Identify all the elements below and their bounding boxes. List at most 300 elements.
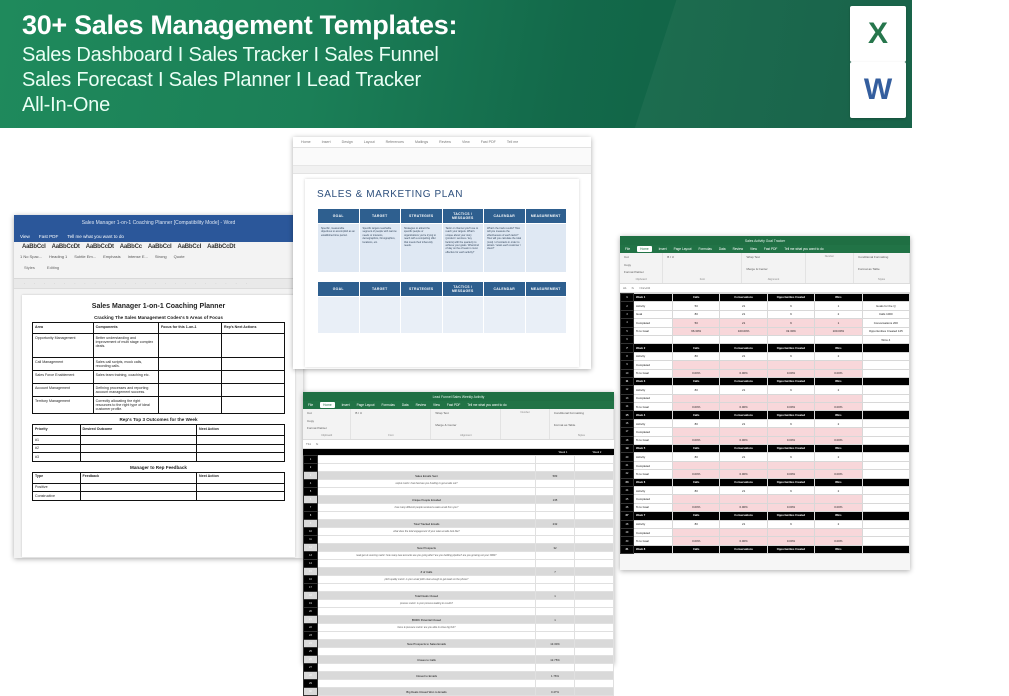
excel1-tab-pagelayout[interactable]: Page Layout (356, 403, 375, 407)
data-cell[interactable] (767, 528, 814, 536)
plan-tab-fastpdf[interactable]: Fast PDF (480, 140, 496, 144)
cell-focus[interactable] (158, 358, 221, 371)
word-tab-fastpdf[interactable]: Fast PDF (38, 234, 59, 239)
data-cell[interactable]: 21 (720, 453, 767, 461)
data-cell[interactable] (673, 495, 720, 503)
data-cell[interactable]: 0.00% (815, 436, 862, 444)
row-number[interactable]: 14 (304, 560, 318, 568)
ribbon-group-clipboard[interactable] (303, 409, 351, 439)
week2-value[interactable] (575, 536, 614, 544)
week1-value[interactable] (536, 536, 575, 544)
week2-value[interactable] (575, 624, 614, 632)
row-number[interactable]: 14 (621, 403, 634, 411)
data-cell[interactable] (815, 335, 862, 343)
table-row[interactable] (304, 592, 614, 600)
word-tab-view[interactable]: View (20, 234, 30, 239)
row-number[interactable]: 11 (621, 377, 634, 385)
row-number[interactable]: 12 (621, 386, 634, 394)
cell-outcome[interactable] (80, 444, 197, 452)
table-row[interactable] (304, 464, 614, 472)
week1-value[interactable] (536, 464, 575, 472)
data-cell[interactable]: 0.00% (767, 436, 814, 444)
excel2-ribbon-tabs[interactable] (620, 245, 910, 253)
table-row[interactable] (621, 520, 910, 528)
plan-tab-design[interactable]: Design (341, 140, 353, 144)
row-number[interactable]: 13 (621, 394, 634, 402)
cell-focus[interactable] (158, 371, 221, 384)
data-cell[interactable]: 0.00% (673, 537, 720, 545)
row-number[interactable]: 4 (621, 319, 634, 327)
cell-outcome[interactable] (80, 436, 197, 444)
data-cell[interactable] (720, 495, 767, 503)
cut-button[interactable]: Cut (307, 411, 312, 415)
excel1-ribbon[interactable] (303, 409, 614, 440)
row-number[interactable]: 22 (621, 470, 634, 478)
plan2-cell-measurement[interactable] (525, 297, 567, 334)
data-cell[interactable]: 0.00% (767, 537, 814, 545)
week2-value[interactable] (575, 640, 614, 648)
data-cell[interactable]: 1 (815, 319, 862, 327)
excel1-ribbon-tabs[interactable] (303, 401, 614, 409)
word-style-gallery[interactable] (14, 242, 303, 250)
data-cell[interactable]: 0.00% (673, 503, 720, 511)
table-row[interactable] (304, 456, 614, 464)
data-cell[interactable]: 0.00% (720, 403, 767, 411)
week1-value[interactable] (536, 680, 575, 688)
week1-value[interactable] (536, 528, 575, 536)
excel2-tab-data[interactable]: Data (718, 247, 726, 251)
ribbon-group-clipboard[interactable] (620, 253, 663, 283)
cell-focus[interactable] (158, 397, 221, 414)
data-cell[interactable]: 0.00% (815, 470, 862, 478)
cell-next-action[interactable] (197, 483, 285, 491)
table-row[interactable] (304, 640, 614, 648)
excel1-tellme-field[interactable]: Tell me what you want to do (467, 403, 507, 407)
data-cell[interactable]: 0.00% (673, 403, 720, 411)
copy-button[interactable]: Copy (307, 418, 315, 423)
table-row[interactable] (621, 495, 910, 503)
excel2-formula-bar[interactable] (620, 284, 910, 293)
table-row[interactable] (621, 528, 910, 536)
data-cell[interactable]: 83 (673, 352, 720, 360)
table-row[interactable] (621, 361, 910, 369)
data-cell[interactable]: 0.00% (767, 369, 814, 377)
excel2-grid[interactable] (620, 293, 910, 554)
data-cell[interactable]: 2 (815, 520, 862, 528)
week1-value[interactable]: 0.47% (536, 688, 575, 696)
plan-cell-goal[interactable]: Specific, measurable objectives to accomplish as an established time period. (318, 224, 360, 273)
style-sample-6[interactable]: AaBbCcDt (207, 244, 236, 250)
week2-value[interactable] (575, 464, 614, 472)
week1-value[interactable] (536, 600, 575, 608)
data-cell[interactable] (720, 428, 767, 436)
excel2-tab-view[interactable]: View (750, 247, 757, 251)
plan2-cell-target[interactable] (359, 297, 401, 334)
style-sample-3[interactable]: AaBbCc (119, 244, 142, 250)
data-cell[interactable]: 9 (767, 386, 814, 394)
cell-next-action[interactable] (197, 453, 285, 461)
data-cell[interactable] (767, 428, 814, 436)
excel-weekly-activity-card[interactable] (303, 392, 614, 694)
table-row[interactable] (621, 419, 910, 427)
row-number[interactable]: 18 (304, 592, 318, 600)
cell-focus[interactable] (158, 384, 221, 397)
data-cell[interactable] (815, 495, 862, 503)
row-number[interactable]: 15 (621, 411, 634, 419)
name-box[interactable]: A1 (623, 286, 627, 290)
week1-value[interactable]: 583 (536, 472, 575, 480)
table-row[interactable] (621, 319, 910, 327)
week2-value[interactable] (575, 560, 614, 568)
data-cell[interactable] (673, 335, 720, 343)
plan-tab-mailings[interactable]: Mailings (414, 140, 429, 144)
excel1-sheet[interactable] (303, 455, 614, 696)
excel1-tab-formulas[interactable]: Formulas (381, 403, 395, 407)
data-cell[interactable]: 66.30% (673, 327, 720, 335)
plan-cell-target[interactable]: Specific targets reachable segment of people with narrow needs or interests, demographics, firmographics, locations, etc. (359, 224, 401, 273)
row-number[interactable]: 11 (304, 536, 318, 544)
table-row[interactable] (304, 472, 614, 480)
data-cell[interactable] (815, 528, 862, 536)
wrap-text-button[interactable]: Wrap Text (746, 255, 760, 259)
excel1-tab-insert[interactable]: Insert (341, 403, 350, 407)
table-row[interactable] (621, 470, 910, 478)
row-number[interactable]: 27 (304, 664, 318, 672)
table-row[interactable] (621, 386, 910, 394)
week1-value[interactable]: 232 (536, 520, 575, 528)
word-ribbon[interactable] (14, 242, 303, 279)
row-number[interactable]: 19 (621, 445, 634, 453)
data-cell[interactable] (815, 394, 862, 402)
data-cell[interactable]: 83 (673, 520, 720, 528)
excel2-tab-fastpdf[interactable]: Fast PDF (763, 247, 778, 251)
plan-tab-view[interactable]: View (461, 140, 470, 144)
cell-next[interactable] (221, 371, 284, 384)
table-row[interactable] (304, 568, 614, 576)
row-number[interactable]: 24 (304, 640, 318, 648)
data-cell[interactable] (673, 361, 720, 369)
conditional-formatting-button[interactable]: Conditional Formatting (858, 255, 889, 259)
excel1-grid[interactable] (303, 449, 614, 696)
row-number[interactable]: 15 (304, 568, 318, 576)
data-cell[interactable]: 0.00% (815, 369, 862, 377)
table-row[interactable] (621, 428, 910, 436)
row-number[interactable]: 3 (304, 472, 318, 480)
week2-value[interactable] (575, 608, 614, 616)
font-controls[interactable]: B I U (355, 411, 363, 415)
row-number[interactable]: 21 (304, 616, 318, 624)
week1-value[interactable] (536, 480, 575, 488)
row-number[interactable]: 2 (304, 464, 318, 472)
week2-value[interactable] (575, 688, 614, 696)
table-row[interactable] (621, 394, 910, 402)
row-number[interactable]: 28 (621, 520, 634, 528)
data-cell[interactable]: 21 (720, 486, 767, 494)
word-ribbon-tabs[interactable] (14, 231, 303, 242)
ribbon-group-alignment[interactable] (431, 409, 501, 439)
row-number[interactable]: 27 (621, 512, 634, 520)
style-sample-0[interactable]: AaBbCcI (22, 244, 46, 250)
word-document-card[interactable] (14, 215, 303, 558)
row-number[interactable]: 19 (304, 600, 318, 608)
data-cell[interactable]: 0.00% (720, 436, 767, 444)
row-number[interactable]: 7 (621, 344, 634, 352)
data-cell[interactable]: 21 (720, 319, 767, 327)
excel-goal-tracker-card[interactable] (620, 236, 910, 570)
format-as-table-button[interactable]: Format as Table (858, 266, 880, 271)
data-cell[interactable]: 21 (720, 386, 767, 394)
row-number[interactable]: 26 (621, 503, 634, 511)
row-number[interactable]: 4 (304, 480, 318, 488)
excel2-tab-insert[interactable]: Insert (658, 247, 667, 251)
excel2-ribbon[interactable] (620, 253, 910, 284)
style-sample-5[interactable]: AaBbCcI (177, 244, 202, 250)
data-cell[interactable] (767, 361, 814, 369)
row-number[interactable]: 7 (304, 504, 318, 512)
data-cell[interactable]: 83 (673, 486, 720, 494)
data-cell[interactable]: 19.30% (767, 327, 814, 335)
table-row[interactable] (304, 664, 614, 672)
week2-value[interactable] (575, 648, 614, 656)
data-cell[interactable]: 9 (767, 310, 814, 318)
excel1-formula-bar[interactable] (303, 440, 614, 449)
table-row[interactable] (621, 302, 910, 310)
row-number[interactable]: 9 (621, 361, 634, 369)
row-number[interactable]: 1 (304, 456, 318, 464)
data-cell[interactable]: 53 (673, 302, 720, 310)
row-number[interactable]: 16 (304, 576, 318, 584)
row-number[interactable]: 20 (621, 453, 634, 461)
data-cell[interactable] (767, 335, 814, 343)
format-as-table-button[interactable]: Format as Table (553, 422, 576, 427)
table-row[interactable] (621, 327, 910, 335)
plan-ribbon-tabs[interactable] (293, 137, 591, 148)
excel2-tellme-field[interactable]: Tell me what you want to do (784, 247, 824, 251)
row-number[interactable]: 26 (304, 656, 318, 664)
excel2-tab-review[interactable]: Review (732, 247, 744, 251)
data-cell[interactable] (767, 394, 814, 402)
plan-tab-home[interactable]: Home (301, 140, 311, 144)
row-number[interactable]: 6 (621, 335, 634, 343)
data-cell[interactable]: 0.00% (815, 537, 862, 545)
row-number[interactable]: 9 (304, 520, 318, 528)
word-tellme-field[interactable]: Tell me what you want to do (67, 234, 124, 239)
week2-value[interactable] (575, 600, 614, 608)
week1-value[interactable] (536, 632, 575, 640)
data-cell[interactable] (767, 495, 814, 503)
plan-cell-calendar[interactable]: What's the track results? How will you measure the effectiveness of each tactic? How will you calculate the total (cost) / of contacts in order to attract / retain each customer / client? (484, 224, 526, 273)
excel1-tab-data[interactable]: Data (401, 403, 409, 407)
formula-value[interactable]: =C2+D2 (639, 286, 651, 290)
table-row[interactable] (304, 552, 614, 560)
table-row[interactable] (304, 488, 614, 496)
data-cell[interactable] (720, 335, 767, 343)
row-number[interactable]: 2 (621, 302, 634, 310)
data-cell[interactable]: 2 (815, 352, 862, 360)
data-cell[interactable]: 100.00% (720, 327, 767, 335)
table-row[interactable] (621, 486, 910, 494)
data-cell[interactable]: 100.00% (815, 327, 862, 335)
plan-cell-strategies[interactable]: Strategies to attract the specific people or organizations you're trying to reach with a compelling offer that meets their inherently needs. (401, 224, 443, 273)
data-cell[interactable]: 0.00% (815, 403, 862, 411)
plan2-cell-goal[interactable] (318, 297, 360, 334)
data-cell[interactable] (720, 394, 767, 402)
plan-tab-references[interactable]: References (385, 140, 404, 144)
data-cell[interactable] (767, 461, 814, 469)
ribbon-group-styles[interactable] (550, 409, 614, 439)
data-cell[interactable]: 9 (767, 453, 814, 461)
cell-next-action[interactable] (197, 492, 285, 500)
week1-value[interactable]: 32 (536, 544, 575, 552)
week1-value[interactable] (536, 560, 575, 568)
table-row[interactable] (621, 403, 910, 411)
data-cell[interactable]: 83 (673, 419, 720, 427)
excel2-tab-pagelayout[interactable]: Page Layout (673, 247, 692, 251)
data-cell[interactable]: 83 (673, 310, 720, 318)
week1-value[interactable] (536, 576, 575, 584)
ribbon-group-font[interactable] (663, 253, 742, 283)
week1-value[interactable] (536, 504, 575, 512)
plan-cell-measurement[interactable] (525, 224, 567, 273)
cell-feedback[interactable] (80, 492, 197, 500)
table-row[interactable] (304, 688, 614, 696)
row-number[interactable]: 17 (621, 428, 634, 436)
week1-value[interactable] (536, 584, 575, 592)
format-painter-button[interactable]: Format Painter (624, 270, 644, 275)
row-number[interactable]: 20 (304, 608, 318, 616)
week2-value[interactable] (575, 552, 614, 560)
cell-next[interactable] (221, 334, 284, 358)
week2-value[interactable] (575, 496, 614, 504)
week2-value[interactable] (575, 488, 614, 496)
row-number[interactable]: 21 (621, 461, 634, 469)
week2-value[interactable] (575, 632, 614, 640)
data-cell[interactable]: 2 (815, 419, 862, 427)
week2-value[interactable] (575, 584, 614, 592)
data-cell[interactable]: 0.00% (767, 470, 814, 478)
table-row[interactable] (304, 512, 614, 520)
data-cell[interactable]: 1 (815, 302, 862, 310)
row-number[interactable]: 10 (304, 528, 318, 536)
week2-value[interactable] (575, 656, 614, 664)
table-row[interactable] (621, 436, 910, 444)
week2-value[interactable] (575, 672, 614, 680)
table-row[interactable] (304, 624, 614, 632)
sales-marketing-plan-card[interactable] (293, 137, 591, 369)
table-row[interactable] (304, 536, 614, 544)
cell-feedback[interactable] (80, 483, 197, 491)
plan-cell-tactics[interactable]: Tactic or channel you'll use to reach your targets. What's unique about your story (product / services / key factors) with the quarterly to achieve your goals. What kind of day on the of team is most effective for each activity? (442, 224, 484, 273)
week2-value[interactable] (575, 680, 614, 688)
week1-value[interactable] (536, 512, 575, 520)
table-row[interactable] (304, 672, 614, 680)
cell-next-action[interactable] (197, 444, 285, 452)
row-number[interactable]: 25 (304, 648, 318, 656)
cell-focus[interactable] (158, 334, 221, 358)
data-cell[interactable]: 0.00% (673, 470, 720, 478)
week2-value[interactable] (575, 568, 614, 576)
data-cell[interactable]: 0.00% (673, 436, 720, 444)
merge-center-button[interactable]: Merge & Center (746, 266, 768, 271)
row-number[interactable]: 30 (304, 688, 318, 696)
merge-center-button[interactable]: Merge & Center (435, 422, 457, 427)
row-number[interactable]: 31 (621, 545, 634, 553)
name-box[interactable]: T11 (306, 442, 311, 446)
week1-value[interactable] (536, 608, 575, 616)
data-cell[interactable]: 0.00% (720, 537, 767, 545)
week2-value[interactable] (575, 664, 614, 672)
style-sample-4[interactable]: AaBbCcI (147, 244, 172, 250)
table-row[interactable] (304, 520, 614, 528)
table-row[interactable] (304, 600, 614, 608)
table-row[interactable] (304, 680, 614, 688)
copy-button[interactable]: Copy (624, 262, 632, 267)
data-cell[interactable]: 2 (815, 386, 862, 394)
week2-value[interactable] (575, 576, 614, 584)
excel1-tab-fastpdf[interactable]: Fast PDF (446, 403, 461, 407)
data-cell[interactable]: 21 (720, 419, 767, 427)
excel2-tab-file[interactable]: File (625, 247, 631, 251)
data-cell[interactable]: 0.00% (767, 403, 814, 411)
data-cell[interactable]: 21 (720, 302, 767, 310)
data-cell[interactable]: 0.00% (815, 503, 862, 511)
style-sample-1[interactable]: AaBbCcDt (51, 244, 80, 250)
row-number[interactable]: 23 (621, 478, 634, 486)
row-number[interactable]: 6 (304, 496, 318, 504)
row-number[interactable]: 18 (621, 436, 634, 444)
ribbon-group-alignment[interactable] (742, 253, 805, 283)
format-painter-button[interactable]: Format Painter (307, 426, 327, 431)
row-number[interactable]: 8 (621, 352, 634, 360)
row-number[interactable]: 16 (621, 419, 634, 427)
week2-value[interactable] (575, 544, 614, 552)
week1-value[interactable]: 1 (536, 616, 575, 624)
table-row[interactable] (304, 648, 614, 656)
ribbon-group-number[interactable] (806, 253, 855, 283)
table-row[interactable] (621, 537, 910, 545)
table-row[interactable] (304, 480, 614, 488)
excel2-tab-home[interactable]: Home (637, 246, 652, 252)
row-number[interactable]: 10 (621, 369, 634, 377)
plan-tab-tellme[interactable]: Tell me (506, 140, 519, 144)
row-number[interactable]: 29 (304, 680, 318, 688)
row-number[interactable]: 22 (304, 624, 318, 632)
data-cell[interactable] (815, 461, 862, 469)
data-cell[interactable] (673, 394, 720, 402)
table-row[interactable] (621, 310, 910, 318)
plan2-cell-tactics[interactable] (442, 297, 484, 334)
week1-value[interactable]: 12.75% (536, 656, 575, 664)
excel2-tab-formulas[interactable]: Formulas (698, 247, 712, 251)
week1-value[interactable] (536, 488, 575, 496)
data-cell[interactable] (673, 461, 720, 469)
table-row[interactable] (621, 335, 910, 343)
row-number[interactable]: 29 (621, 528, 634, 536)
row-number[interactable]: 23 (304, 632, 318, 640)
week2-value[interactable] (575, 592, 614, 600)
row-number[interactable]: 13 (304, 552, 318, 560)
plan-tab-review[interactable]: Review (439, 140, 451, 144)
ribbon-group-number[interactable] (501, 409, 549, 439)
data-cell[interactable]: 9 (767, 302, 814, 310)
table-row[interactable] (304, 656, 614, 664)
data-cell[interactable]: 2 (815, 486, 862, 494)
plan2-cell-strategies[interactable] (401, 297, 443, 334)
week2-value[interactable] (575, 504, 614, 512)
week1-value[interactable] (536, 456, 575, 464)
data-cell[interactable]: 21 (720, 352, 767, 360)
week2-value[interactable] (575, 520, 614, 528)
